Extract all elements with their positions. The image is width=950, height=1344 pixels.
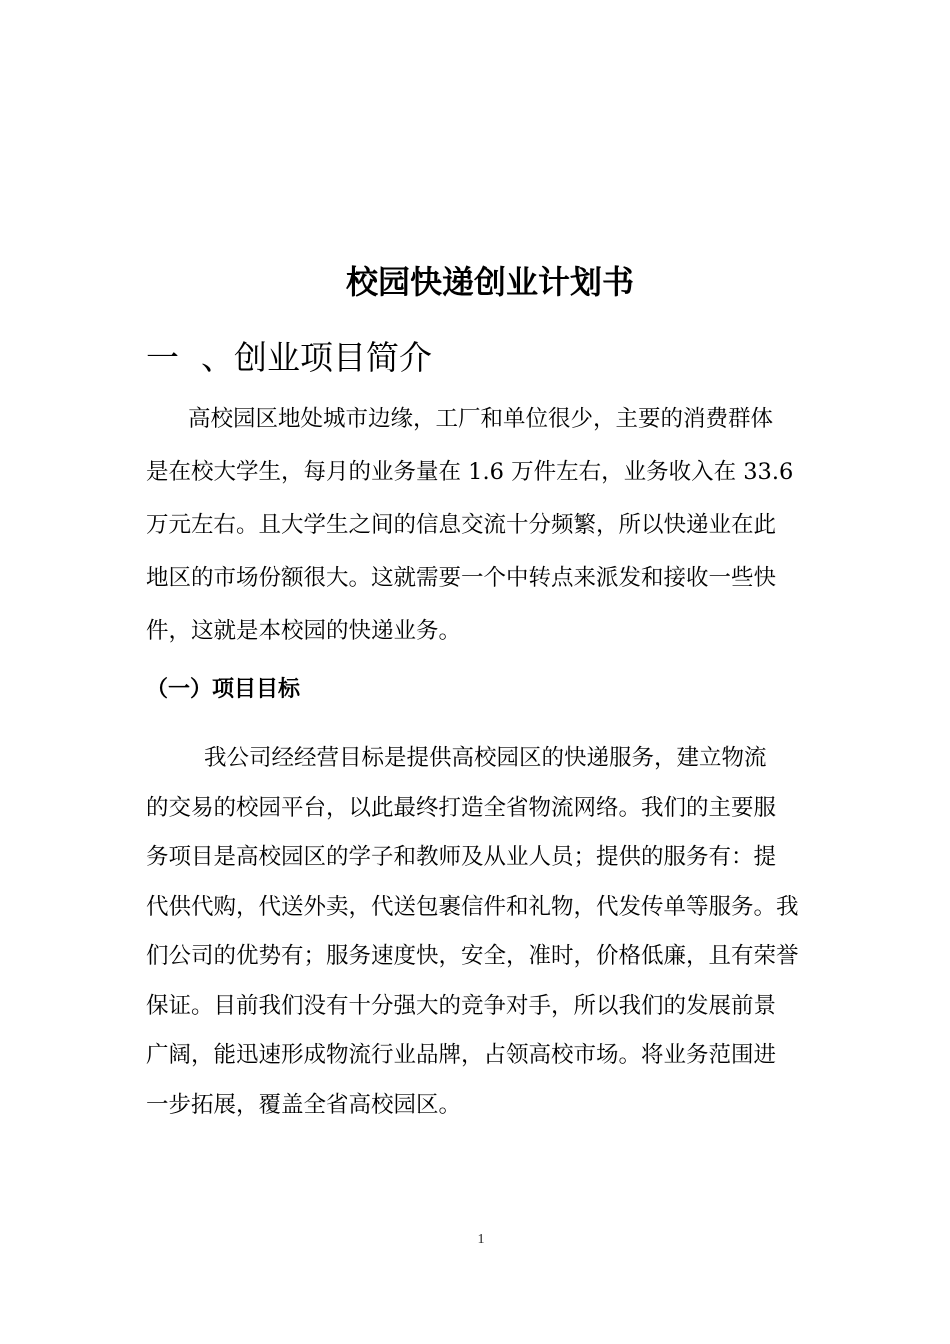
document-title: 校园快递创业计划书 [345,263,634,301]
paragraph-line: 广阔，能迅速形成物流行业品牌，占领高校市场。将业务范围进 [146,1042,777,1068]
paragraph-line: 高校园区地处城市边缘，工厂和单位很少，主要的消费群体 [188,406,774,432]
section-number: 一 [146,338,179,377]
subsection-heading-1: （一）项目目标 [146,677,301,702]
section-1-paragraph [146,393,806,658]
page-number: 1 [477,1232,485,1247]
paragraph-line: 务项目是高校园区的学子和教师及从业人员；提供的服务有：提 [146,844,777,870]
section-separator: 、 [201,338,234,377]
paragraph-line: 们公司的优势有；服务速度快，安全，准时，价格低廉，且有荣誉 [146,943,799,969]
paragraph-line: 地区的市场份额很大。这就需要一个中转点来派发和接收一些快 [146,565,777,591]
section-heading-text: 创业项目简介 [234,338,432,377]
paragraph-line: 保证。目前我们没有十分强大的竞争对手，所以我们的发展前景 [146,992,777,1019]
subsection-1-paragraph [146,734,806,1130]
paragraph-line: 是在校大学生，每月的业务量在 1.6 万件左右，业务收入在 33.6 [146,459,794,485]
paragraph-line: 一步拓展，覆盖全省高校园区。 [146,1091,462,1118]
paragraph-line: 我公司经经营目标是提供高校园区的快递服务，建立物流 [204,745,767,771]
paragraph-line: 的交易的校园平台，以此最终打造全省物流网络。我们的主要服 [146,794,777,821]
paragraph-line: 件，这就是本校园的快递业务。 [146,618,462,644]
paragraph-line: 万元左右。且大学生之间的信息交流十分频繁，所以快递业在此 [146,512,777,538]
section-heading-1 [146,334,432,382]
paragraph-line: 代供代购，代送外卖，代送包裹信件和礼物，代发传单等服务。我 [146,893,799,920]
